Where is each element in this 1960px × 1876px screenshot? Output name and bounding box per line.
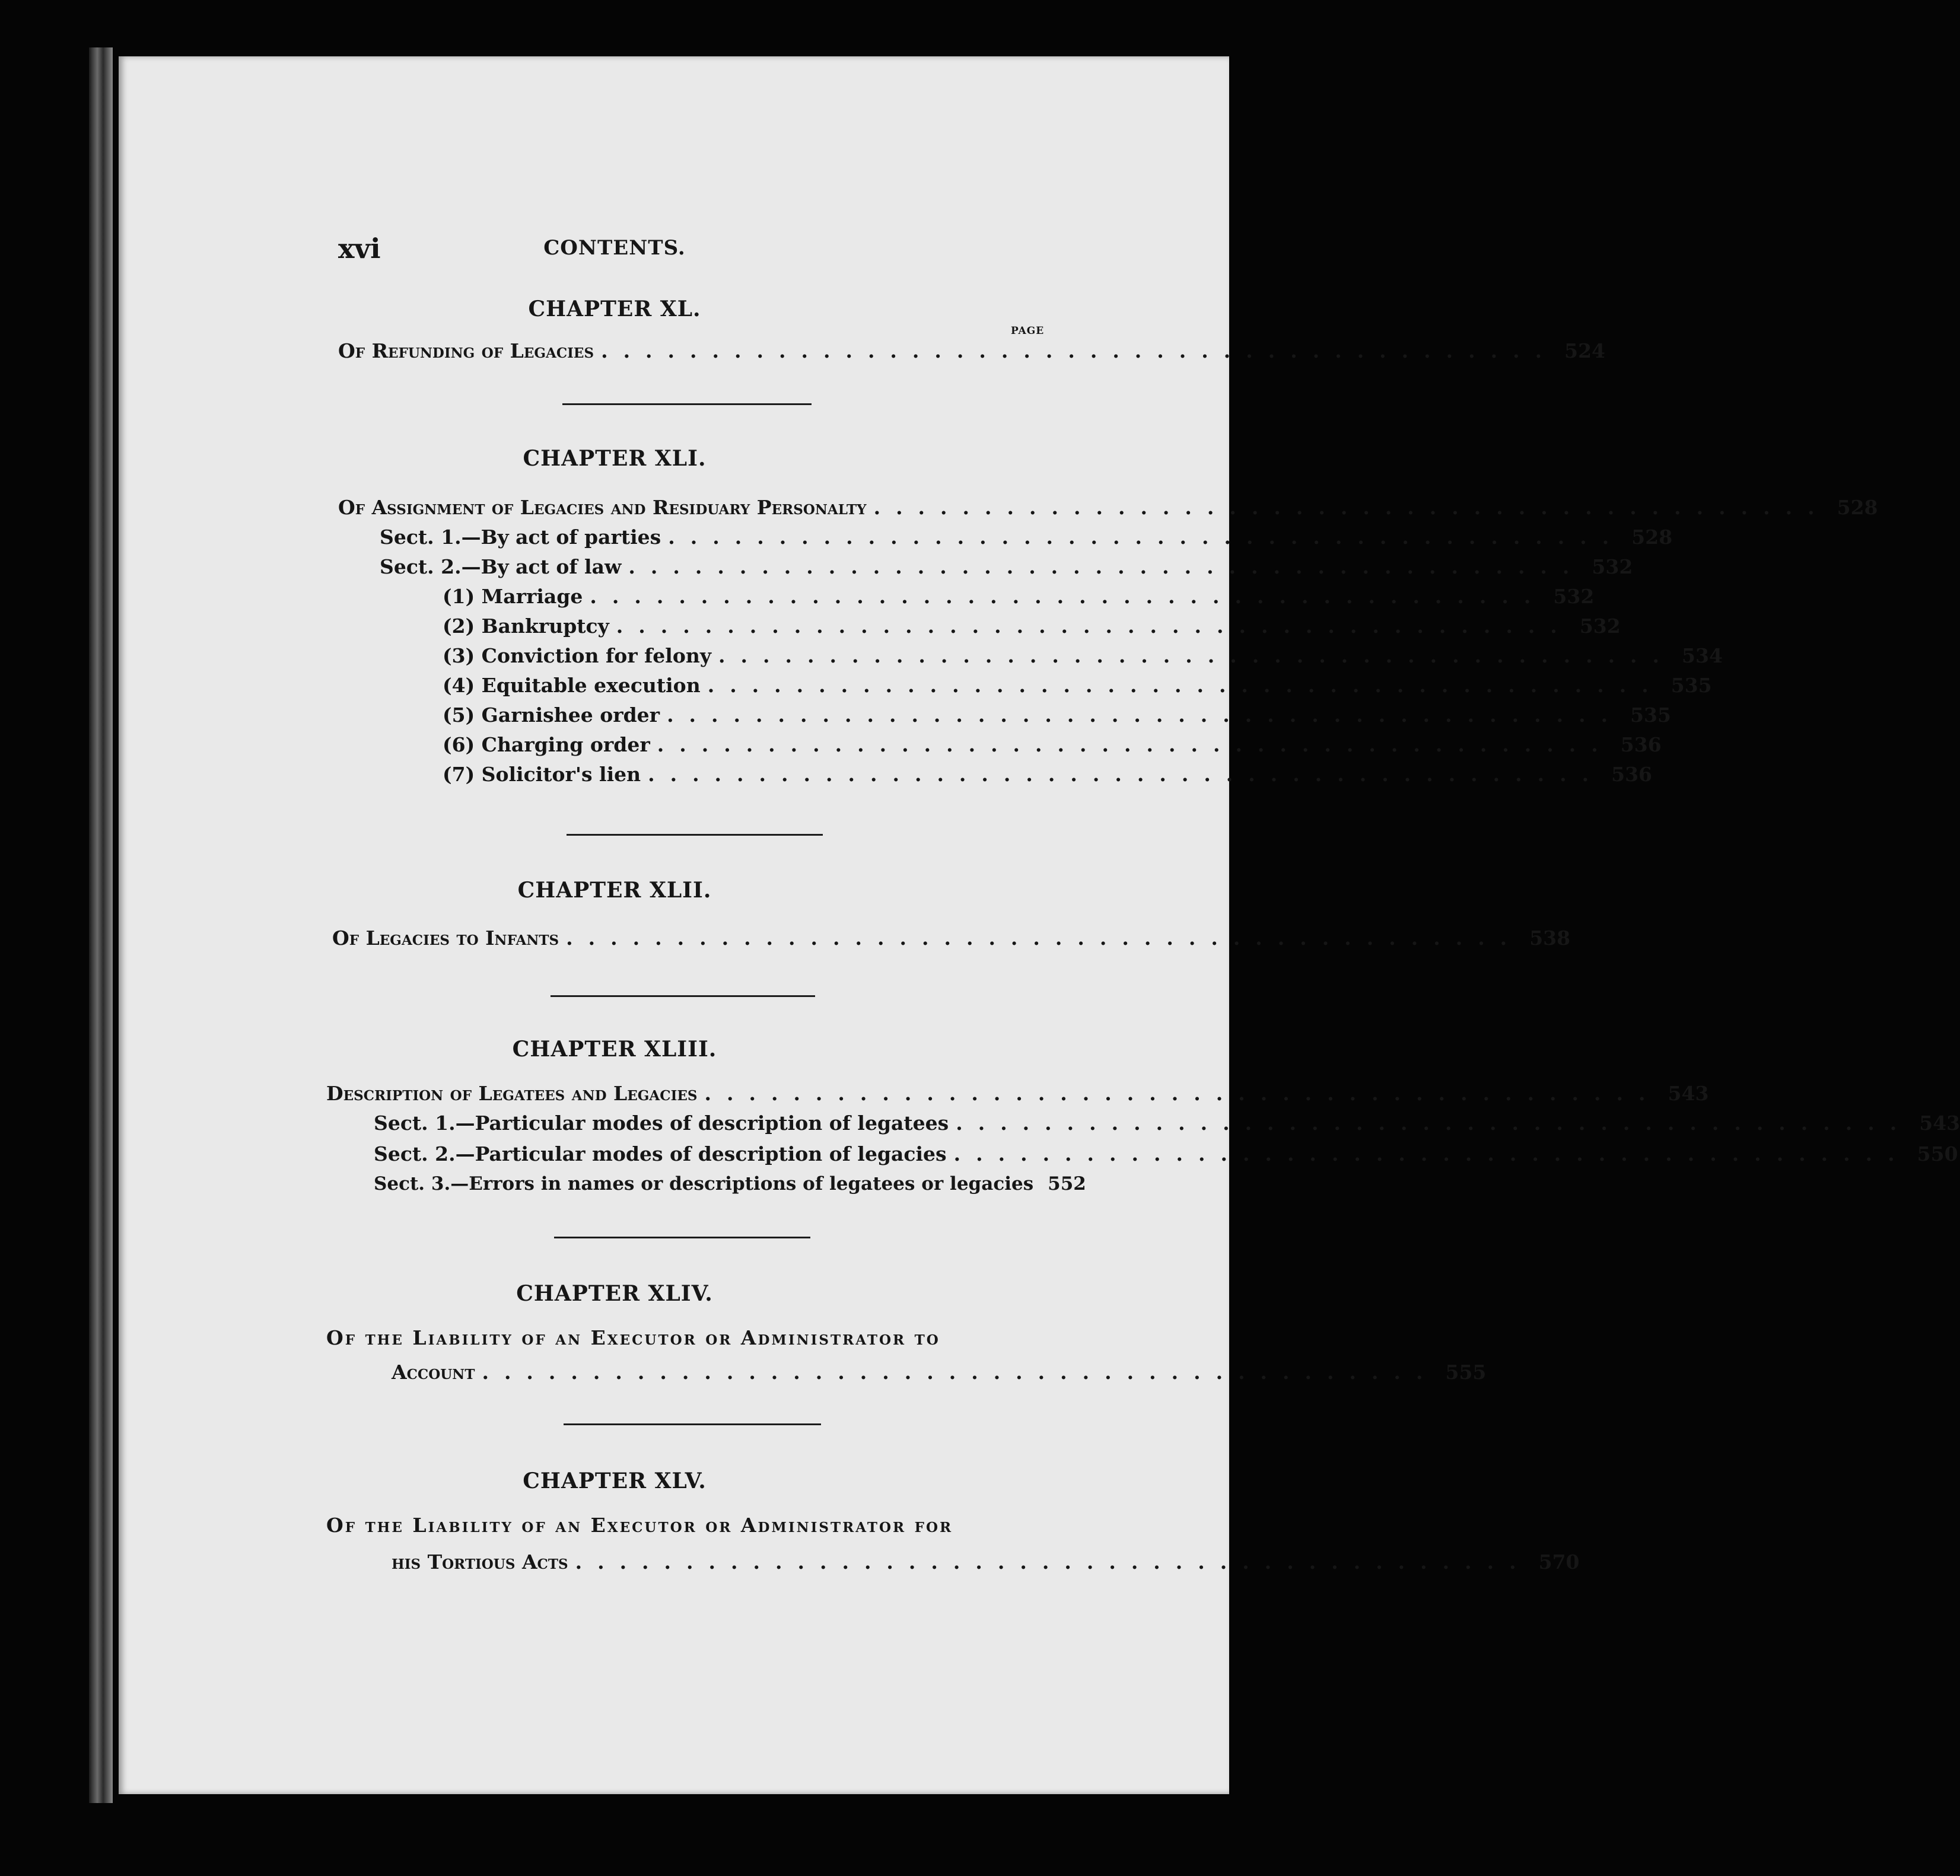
section-rule [564,1423,821,1425]
toc-entry [0,733,1662,756]
toc-entry [0,703,1671,727]
chapter-heading: CHAPTER XLIII. [512,1037,717,1062]
dot-leader: ........................................... [482,1361,1439,1384]
dot-leader: ........................................... [956,1111,1913,1135]
dot-leader: ........................................... [707,674,1664,697]
toc-entry [0,674,1712,697]
dot-leader: ........................................... [873,496,1830,519]
toc-entry [0,614,1621,638]
dot-leader: ........................................... [718,644,1675,667]
entry-page: 570 [1538,1550,1580,1574]
entry-title: Sect. 1.—Particular modes of description of legatees [374,1111,949,1135]
section-rule [562,403,812,405]
entry-page: 534 [1682,644,1723,667]
entry-page: 528 [1837,496,1878,519]
dot-leader: ........................................... [657,733,1614,756]
entry-title: (7) Solicitor's lien [443,763,641,786]
entry-title-line: Of the Liability of an Executor or Administrator for [326,1514,953,1537]
entry-page: 532 [1579,614,1621,638]
dot-leader: ........................................... [616,614,1573,638]
toc-entry [0,644,1723,667]
dot-leader: ........................................... [704,1082,1661,1105]
chapter-heading: CHAPTER XLI. [523,446,707,471]
dot-leader: ........................................... [575,1550,1532,1574]
entry-title-line: Of the Liability of an Executor or Administrator to [326,1326,940,1349]
entry-title: Sect. 1.—By act of parties [380,525,661,549]
toc-entry [0,1361,1487,1384]
entry-title: Account [392,1361,475,1384]
entry-title: (6) Charging order [443,733,650,756]
entry-page: 552 [1048,1173,1086,1195]
dot-leader: ........................................... [628,555,1585,578]
entry-title: Sect. 2.—By act of law [380,555,622,578]
chapter-heading: CHAPTER XL. [528,297,701,321]
section-rule [551,995,815,997]
entry-title: Of Legacies to Infants [332,926,559,950]
toc-entry [0,1082,1709,1105]
toc-entry [0,1142,1958,1165]
entry-page: 543 [1668,1082,1709,1105]
section-rule [554,1237,810,1238]
toc-entry [0,555,1633,578]
entry-page: 536 [1611,763,1653,786]
chapter-heading: CHAPTER XLV. [523,1469,707,1493]
dot-leader: ........................................... [953,1142,1910,1165]
entry-title: (1) Marriage [443,585,583,608]
toc-entry [0,525,1673,549]
entry-page: 555 [1445,1361,1487,1384]
entry-title: Sect. 2.—Particular modes of description of legacies [374,1142,947,1165]
toc-entry [0,585,1595,608]
entry-title: (2) Bankruptcy [443,614,609,638]
page-folio: xvi [338,232,381,265]
entry-title: Sect. 3.—Errors in names or descriptions of legatees or legacies [374,1173,1034,1195]
entry-page: 535 [1671,674,1712,697]
entry-title: (3) Conviction for felony [443,644,712,667]
entry-page: 532 [1553,585,1595,608]
chapter-heading: CHAPTER XLII. [517,878,712,903]
toc-entry [0,496,1878,519]
entry-title: Of Assignment of Legacies and Residuary Personalty [338,496,867,519]
entry-page: 536 [1620,733,1662,756]
entry-title: his Tortious Acts [392,1550,568,1574]
entry-page: 532 [1592,555,1633,578]
toc-entry [0,1550,1580,1574]
running-title: CONTENTS. [543,236,686,260]
entry-title: Description of Legatees and Legacies [326,1082,698,1105]
entry-title: Of Refunding of Legacies [338,339,594,362]
section-rule [567,834,823,836]
dot-leader: ........................................... [667,703,1624,727]
entry-page: 535 [1630,703,1671,727]
toc-entry [0,763,1653,786]
entry-page: 524 [1564,339,1605,362]
toc-entry [0,1111,1960,1135]
entry-page: 538 [1529,926,1571,950]
dot-leader: ........................................... [566,926,1523,950]
entry-page: 550 [1917,1142,1958,1165]
toc-entry [0,926,1571,950]
dot-leader: ........................................... [648,763,1605,786]
entry-title: (5) Garnishee order [443,703,660,727]
entry-page: 528 [1631,525,1673,549]
page-column-label: PAGE [1011,325,1045,337]
entry-title: (4) Equitable execution [443,674,701,697]
toc-entry [0,339,1605,362]
dot-leader: ........................................... [601,339,1558,362]
chapter-heading: CHAPTER XLIV. [516,1281,713,1306]
entry-page: 543 [1919,1111,1960,1135]
toc-entry [0,1173,1086,1195]
dot-leader: ........................................... [668,525,1625,549]
dot-leader: ........................................... [590,585,1547,608]
